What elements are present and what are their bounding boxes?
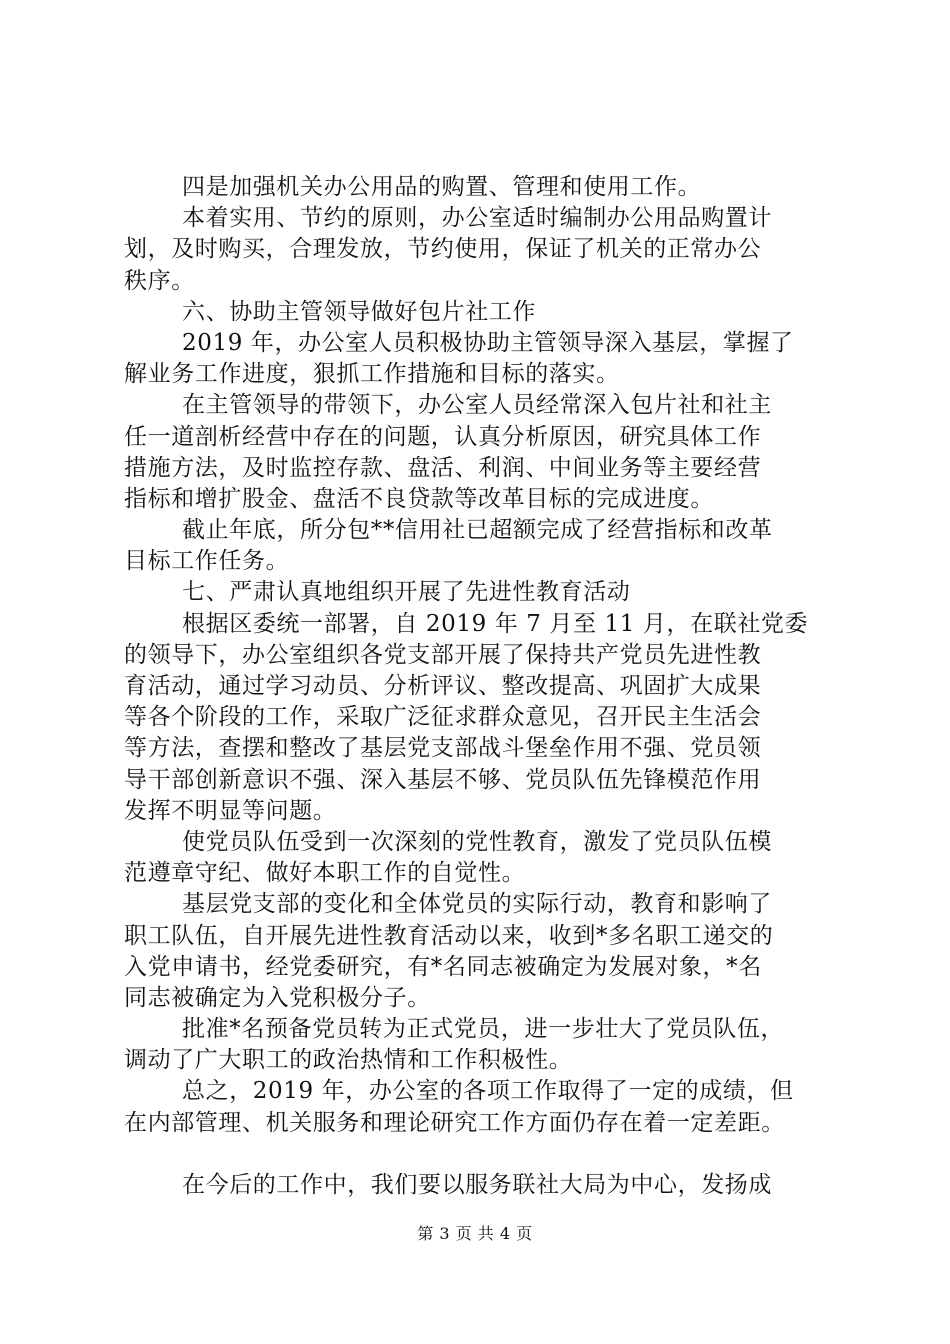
text-line: 批准*名预备党员转为正式党员，进一步壮大了党员队伍， xyxy=(182,1016,785,1043)
document-body xyxy=(124,172,836,1201)
text-line: 七、严肃认真地组织开展了先进性教育活动 xyxy=(182,579,631,606)
text-line: 四是加强机关办公用品的购置、管理和使用工作。 xyxy=(182,174,702,200)
text-line: 根据区委统一部署，自 2019 年 7 月至 11 月，在联社党委 xyxy=(182,610,809,637)
text-line: 截止年底，所分包**信用社已超额完成了经营指标和改革 xyxy=(182,517,773,544)
text-line: 职工队伍，自开展先进性教育活动以来，收到*多名职工递交的 xyxy=(124,922,774,949)
text-line: 导干部创新意识不强、深入基层不够、党员队伍先锋模范作用 xyxy=(124,766,762,793)
text-line: 在主管领导的带领下，办公室人员经常深入包片社和社主 xyxy=(182,392,772,419)
text-line: 任一道剖析经营中存在的问题，认真分析原因，研究具体工作 xyxy=(124,423,762,450)
text-line: 同志被确定为入党积极分子。 xyxy=(124,984,431,1011)
text-line: 目标工作任务。 xyxy=(124,548,290,575)
text-line: 使党员队伍受到一次深刻的党性教育，激发了党员队伍模 xyxy=(182,828,772,855)
text-line: 总之，2019 年，办公室的各项工作取得了一定的成绩，但 xyxy=(182,1078,794,1105)
text-line: 本着实用、节约的原则，办公室适时编制办公用品购置计 xyxy=(182,205,772,232)
text-line: 育活动，通过学习动员、分析评议、整改提高、巩固扩大成果 xyxy=(124,673,762,699)
text-line: 措施方法，及时监控存款、盘活、利润、中间业务等主要经营 xyxy=(124,454,762,481)
text-line: 划，及时购买，合理发放，节约使用，保证了机关的正常办公 xyxy=(124,236,762,263)
text-line: 调动了广大职工的政治热情和工作积极性。 xyxy=(124,1047,573,1074)
text-line: 在今后的工作中，我们要以服务联社大局为中心，发扬成 xyxy=(182,1171,772,1198)
text-line: 秩序。 xyxy=(124,267,195,294)
text-line: 基层党支部的变化和全体党员的实际行动，教育和影响了 xyxy=(182,891,772,918)
text-line: 范遵章守纪、做好本职工作的自觉性。 xyxy=(124,860,526,887)
text-line: 在内部管理、机关服务和理论研究工作方面仍存在着一定差距。 xyxy=(124,1109,785,1136)
page-footer: 第 3 页 共 4 页 xyxy=(417,1224,533,1243)
text-line: 的领导下，办公室组织各党支部开展了保持共产党员先进性教 xyxy=(124,641,762,668)
paragraph-gap xyxy=(124,1139,836,1170)
text-line: 入党申请书，经党委研究，有*名同志被确定为发展对象，*名 xyxy=(124,953,762,980)
text-line: 2019 年，办公室人员积极协助主管领导深入基层，掌握了 xyxy=(182,329,794,356)
text-line: 发挥不明显等问题。 xyxy=(124,797,337,824)
text-line: 解业务工作进度，狠抓工作措施和目标的落实。 xyxy=(124,361,620,388)
text-line: 六、协助主管领导做好包片社工作 xyxy=(182,298,536,325)
text-line: 等各个阶段的工作，采取广泛征求群众意见，召开民主生活会 xyxy=(124,704,762,731)
text-line: 等方法，查摆和整改了基层党支部战斗堡垒作用不强、党员领 xyxy=(124,735,762,762)
text-line: 指标和增扩股金、盘活不良贷款等改革目标的完成进度。 xyxy=(124,485,714,512)
